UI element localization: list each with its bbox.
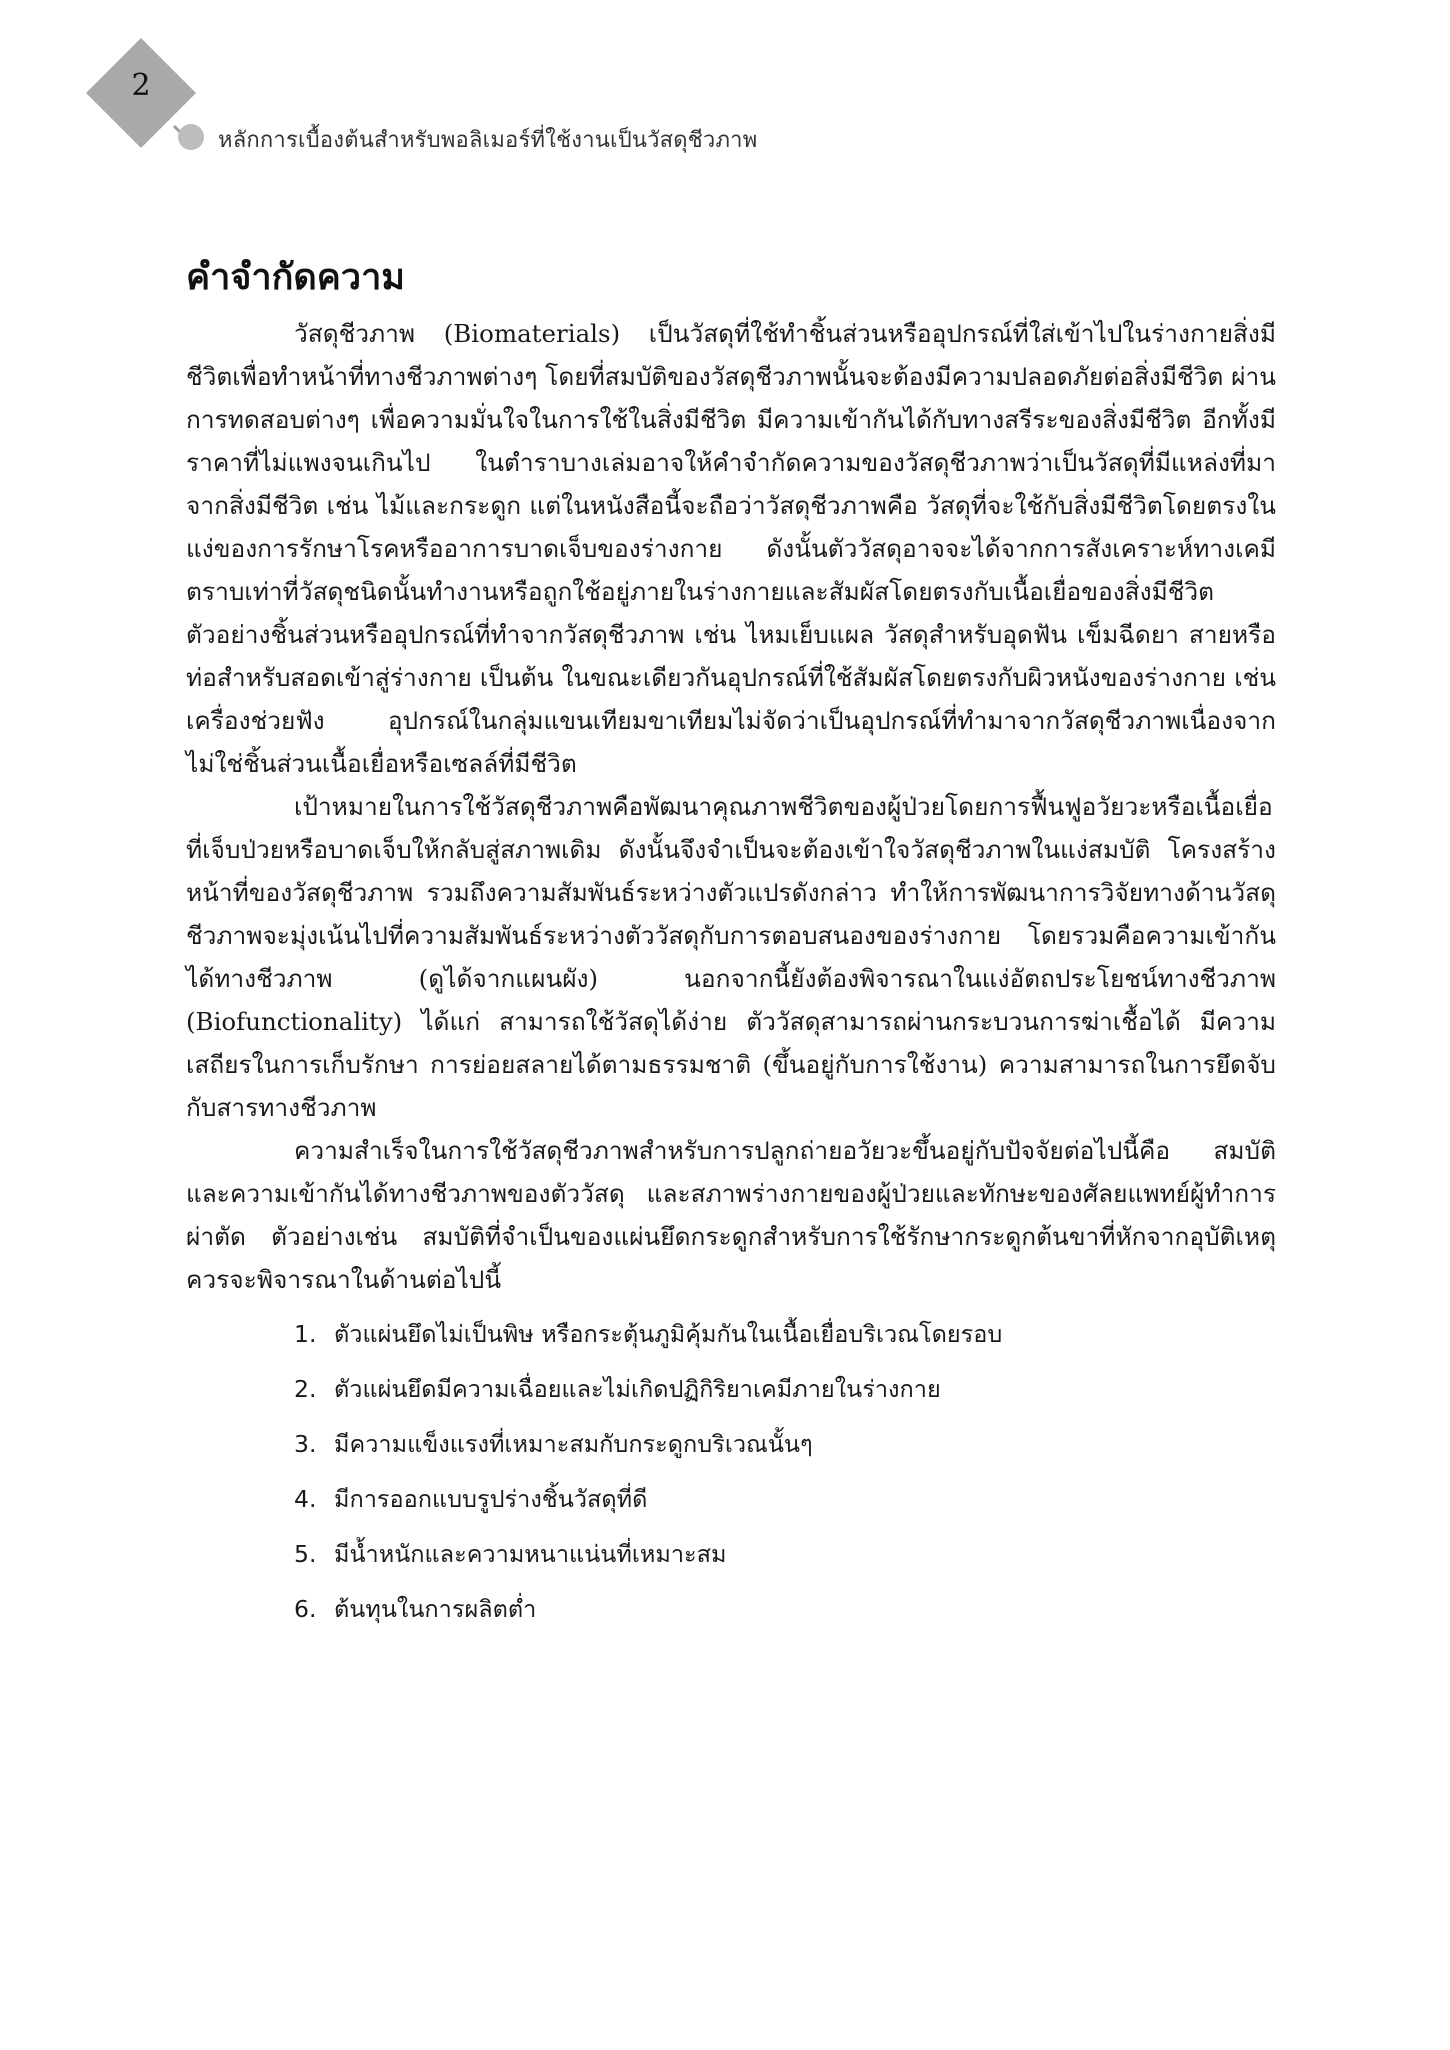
page-number: 2 xyxy=(131,68,151,103)
header-dot-icon xyxy=(178,124,204,150)
list-item-text: มีน้ำหนักและความหนาแน่นที่เหมาะสม xyxy=(334,1540,727,1568)
list-item xyxy=(294,1527,1276,1582)
list-item-number: 4. xyxy=(294,1485,317,1513)
list-item-number: 3. xyxy=(294,1430,317,1458)
list-item-number: 1. xyxy=(294,1320,317,1348)
paragraph-goal: เป้าหมายในการใช้วัสดุชีวภาพคือพัฒนาคุณภาพชีวิตของผู้ป่วยโดยการฟื้นฟูอวัยวะหรือเนื้อเยื่อที่เจ็บป่วยหรือบาดเจ็บให้กลับสู่สภาพเดิม ดังนั้นจึงจำเป็นจะต้องเข้าใจวัสดุชีวภาพในแง่สมบัติ โครงสร้าง หน้าที่ของวัสดุชีวภาพ รวมถึงความสัมพันธ์ระหว่างตัวแปรดังกล่าว ทำให้การพัฒนาการวิจัยทางด้านวัสดุชีวภาพจะมุ่งเน้นไปที่ความสัมพันธ์ระหว่างตัววัสดุกับการตอบสนองของร่างกาย โดยรวมคือความเข้ากันได้ทางชีวภาพ (ดูได้จากแผนผัง) นอกจากนี้ยังต้องพิจารณาในแง่อัตถประโยชน์ทางชีวภาพ (Biofunctionality) ได้แก่ สามารถใช้วัสดุได้ง่าย ตัววัสดุสามารถผ่านกระบวนการฆ่าเชื้อได้ มีความเสถียรในการเก็บรักษา การย่อยสลายได้ตามธรรมชาติ (ขึ้นอยู่กับการใช้งาน) ความสามารถในการยึดจับกับสารทางชีวภาพ xyxy=(186,792,1276,1122)
paragraph-definition: วัสดุชีวภาพ (Biomaterials) เป็นวัสดุที่ใช้ทำชิ้นส่วนหรืออุปกรณ์ที่ใส่เข้าไปในร่างกายสิ่งมีชีวิตเพื่อทำหน้าที่ทางชีวภาพต่างๆ โดยที่สมบัติของวัสดุชีวภาพนั้นจะต้องมีความปลอดภัยต่อสิ่งมีชีวิต ผ่านการทดสอบต่างๆ เพื่อความมั่นใจในการใช้ในสิ่งมีชีวิต มีความเข้ากันได้กับทางสรีระของสิ่งมีชีวิต อีกทั้งมีราคาที่ไม่แพงจนเกินไป ในตำราบางเล่มอาจให้คำจำกัดความของวัสดุชีวภาพว่าเป็นวัสดุที่มีแหล่งที่มาจากสิ่งมีชีวิต เช่น ไม้และกระดูก แต่ในหนังสือนี้จะถือว่าวัสดุชีวภาพคือ วัสดุที่จะใช้กับสิ่งมีชีวิตโดยตรงในแง่ของการรักษาโรคหรืออาการบาดเจ็บของร่างกาย ดังนั้นตัววัสดุอาจจะได้จากการสังเคราะห์ทางเคมีตราบเท่าที่วัสดุชนิดนั้นทำงานหรือถูกใช้อยู่ภายในร่างกายและสัมผัสโดยตรงกับเนื้อเยื่อของสิ่งมีชีวิต ตัวอย่างชิ้นส่วนหรืออุปกรณ์ที่ทำจากวัสดุชีวภาพ เช่น ไหมเย็บแผล วัสดุสำหรับอุดฟัน เข็มฉีดยา สายหรือท่อสำหรับสอดเข้าสู่ร่างกาย เป็นต้น ในขณะเดียวกันอุปกรณ์ที่ใช้สัมผัสโดยตรงกับผิวหนังของร่างกาย เช่น เครื่องช่วยฟัง อุปกรณ์ในกลุ่มแขนเทียมขาเทียมไม่จัดว่าเป็นอุปกรณ์ที่ทำมาจากวัสดุชีวภาพเนื่องจากไม่ใช่ชิ้นส่วนเนื้อเยื่อหรือเซลล์ที่มีชีวิต xyxy=(186,319,1276,778)
list-item-text: ตัวแผ่นยึดไม่เป็นพิษ หรือกระตุ้นภูมิคุ้มกันในเนื้อเยื่อบริเวณโดยรอบ xyxy=(334,1320,1003,1348)
requirements-list xyxy=(186,1307,1276,1637)
list-item xyxy=(294,1472,1276,1527)
paragraph-success-factors: ความสำเร็จในการใช้วัสดุชีวภาพสำหรับการปลูกถ่ายอวัยวะขึ้นอยู่กับปัจจัยต่อไปนี้คือ สมบัติและความเข้ากันได้ทางชีวภาพของตัววัสดุ และสภาพร่างกายของผู้ป่วยและทักษะของศัลยแพทย์ผู้ทำการผ่าตัด ตัวอย่างเช่น สมบัติที่จำเป็นของแผ่นยึดกระดูกสำหรับการใช้รักษากระดูกต้นขาที่หักจากอุบัติเหตุควรจะพิจารณาในด้านต่อไปนี้ xyxy=(186,1136,1276,1294)
list-item-text: ตัวแผ่นยึดมีความเฉื่อยและไม่เกิดปฏิกิริยาเคมีภายในร่างกาย xyxy=(334,1375,941,1403)
list-item-number: 6. xyxy=(294,1595,317,1623)
running-head: หลักการเบื้องต้นสำหรับพอลิเมอร์ที่ใช้งานเป็นวัสดุชีวภาพ xyxy=(218,128,758,153)
list-item-number: 5. xyxy=(294,1540,317,1568)
list-item-text: มีความแข็งแรงที่เหมาะสมกับกระดูกบริเวณนั้นๆ xyxy=(334,1430,813,1458)
section-title: คำจำกัดความ xyxy=(186,257,406,298)
list-item xyxy=(294,1307,1276,1362)
list-item-text: มีการออกแบบรูปร่างชิ้นวัสดุที่ดี xyxy=(334,1485,648,1513)
list-item-number: 2. xyxy=(294,1375,317,1403)
list-item-text: ต้นทุนในการผลิตต่ำ xyxy=(334,1595,537,1623)
body-text xyxy=(186,312,1276,1637)
list-item xyxy=(294,1582,1276,1637)
list-item xyxy=(294,1417,1276,1472)
list-item xyxy=(294,1362,1276,1417)
